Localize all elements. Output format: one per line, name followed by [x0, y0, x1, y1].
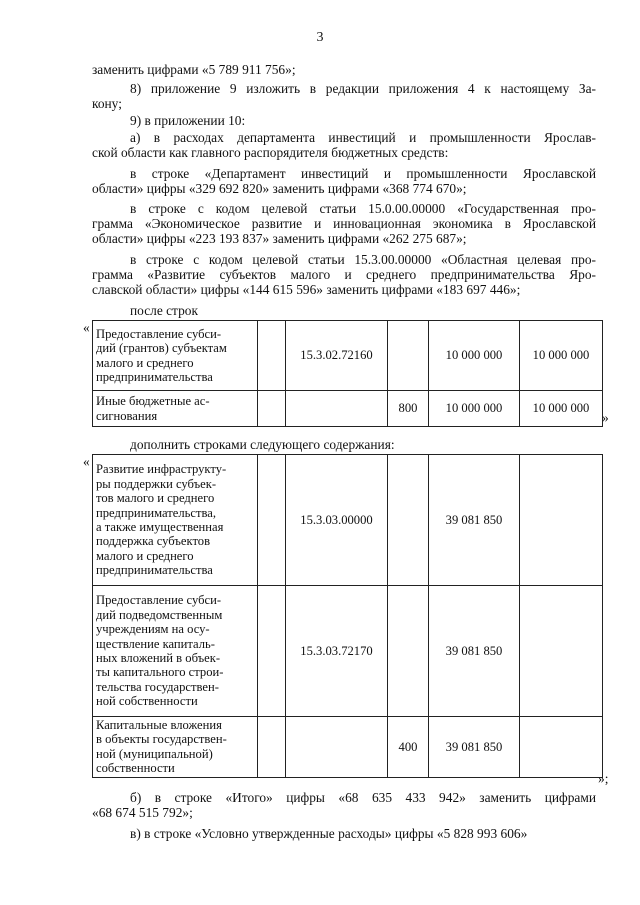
table-row	[93, 321, 603, 391]
row-amount-cell: 39 081 850	[429, 717, 520, 778]
paragraph-line: ской области как главного распорядителя бюджетных средств:	[92, 145, 449, 161]
table-row	[93, 586, 603, 717]
row-amount-cell: 39 081 850	[429, 586, 520, 717]
table-row	[93, 391, 603, 427]
paragraph-line: дополнить строками следующего содержания:	[130, 437, 395, 452]
row-name-cell: Капитальные вложения в объекты государствен- ной (муниципальной) собственности	[93, 717, 258, 778]
row-expense-type-cell: 800	[388, 391, 429, 427]
row-amount-cell: 10 000 000	[429, 321, 520, 391]
row-target-code-cell	[286, 391, 388, 427]
paragraph-item-9	[92, 113, 596, 128]
row-expense-type-cell	[388, 321, 429, 391]
row-expense-type-cell: 400	[388, 717, 429, 778]
paragraph-line: 9) в приложении 10:	[130, 113, 246, 128]
paragraph-line: 8) приложение 9 изложить в редакции приложения 4 к настоящему За-	[130, 81, 596, 96]
table1-open-quote: «	[83, 320, 90, 335]
paragraph-line: славской области» цифры «144 615 596» заменить цифрами «183 697 446»;	[92, 282, 521, 298]
paragraph-line: области» цифры «329 692 820» заменить цифрами «368 774 670»;	[92, 181, 467, 197]
row-target-code-cell: 15.3.03.72170	[286, 586, 388, 717]
row-amount-cell	[520, 586, 603, 717]
paragraph-line: в строке с кодом целевой статьи 15.3.00.00000 «Областная целевая про-	[130, 252, 596, 267]
table-row	[93, 717, 603, 778]
row-amount-cell: 39 081 850	[429, 455, 520, 586]
paragraph-line: после строк	[130, 303, 198, 318]
paragraph-department-row	[92, 166, 596, 196]
row-name-cell: Развитие инфраструкту- ры поддержки субъек- тов малого и среднего предпринимательства, а также имущественная поддержка субъектов малого и среднего предпринимательства	[93, 455, 258, 586]
row-target-code-cell: 15.3.03.00000	[286, 455, 388, 586]
paragraph-replace-figures	[92, 62, 596, 77]
paragraph-line: в) в строке «Условно утвержденные расходы» цифры «5 828 993 606»	[130, 826, 528, 841]
paragraph-line: а) в расходах департамента инвестиций и промышленности Ярослав-	[130, 130, 596, 145]
row-amount-cell	[520, 455, 603, 586]
row-amount-cell: 10 000 000	[520, 391, 603, 427]
table-existing-rows	[92, 320, 603, 427]
row-amount-cell	[520, 717, 603, 778]
row-expense-type-cell	[388, 586, 429, 717]
row-amount-cell: 10 000 000	[429, 391, 520, 427]
row-target-code-cell	[286, 717, 388, 778]
paragraph-add-rows	[92, 437, 596, 452]
table2-open-quote: «	[83, 454, 90, 469]
row-amount-cell: 10 000 000	[520, 321, 603, 391]
row-empty-cell	[258, 321, 286, 391]
paragraph-line: б) в строке «Итого» цифры «68 635 433 942» заменить цифрами	[130, 790, 596, 805]
paragraph-line: кону;	[92, 96, 122, 112]
paragraph-line: заменить цифрами «5 789 911 756»;	[92, 62, 296, 77]
paragraph-line: в строке с кодом целевой статьи 15.0.00.00000 «Государственная про-	[130, 201, 596, 216]
row-expense-type-cell	[388, 455, 429, 586]
table-row	[93, 455, 603, 586]
row-name-cell: Предоставление субси- дий (грантов) субъектам малого и среднего предпринимательства	[93, 321, 258, 391]
paragraph-line: грамма «Развитие субъектов малого и среднего предпринимательства Яро-	[92, 267, 596, 283]
page-number: 3	[316, 30, 324, 45]
row-name-cell: Предоставление субси- дий подведомственным учреждениям на осу- ществление капиталь- ных вложений в объек- ты капитального строи- тельства государствен- ной собственности	[93, 586, 258, 717]
paragraph-item-v-conditional	[92, 826, 596, 841]
paragraph-line: грамма «Экономическое развитие и инновационная экономика в Ярославской	[92, 216, 596, 232]
table1-close-quote: »	[602, 410, 609, 425]
row-empty-cell	[258, 455, 286, 586]
table2-close-quote: »;	[598, 771, 609, 786]
paragraph-line: в строке «Департамент инвестиций и промышленности Ярославской	[130, 166, 596, 181]
paragraph-line: области» цифры «223 193 837» заменить цифрами «262 275 687»;	[92, 231, 467, 247]
paragraph-after-rows	[92, 303, 596, 318]
row-target-code-cell: 15.3.02.72160	[286, 321, 388, 391]
row-name-cell: Иные бюджетные ас- сигнования	[93, 391, 258, 427]
paragraph-program-15-3	[92, 252, 596, 297]
paragraph-item-9a	[92, 130, 596, 160]
paragraph-item-8	[92, 81, 596, 111]
row-empty-cell	[258, 391, 286, 427]
table-new-rows	[92, 454, 603, 778]
paragraph-line: «68 674 515 792»;	[92, 805, 193, 821]
paragraph-program-15	[92, 201, 596, 246]
row-empty-cell	[258, 717, 286, 778]
paragraph-item-b-total	[92, 790, 596, 820]
row-empty-cell	[258, 586, 286, 717]
